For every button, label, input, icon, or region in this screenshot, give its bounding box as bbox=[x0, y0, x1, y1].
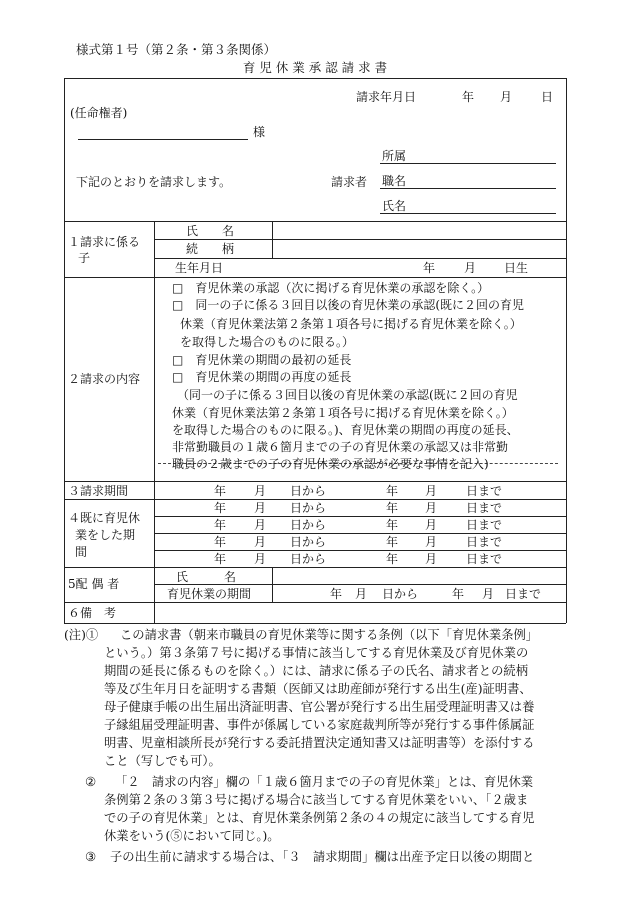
row-month-start: 月 bbox=[254, 501, 267, 515]
section3-label: ３請求期間 bbox=[68, 484, 129, 498]
note3-marker: ③ bbox=[85, 850, 97, 864]
birthdate-day: 日生 bbox=[504, 261, 529, 275]
row-month-end: 月 bbox=[425, 501, 438, 515]
appointer-underline bbox=[78, 139, 248, 140]
spouse-from: 日から bbox=[382, 587, 419, 601]
spouse-month: 月 bbox=[355, 587, 368, 601]
note3-line: 子の出生前に請求する場合は、「３ 請求期間」欄は出産予定日以後の期間と bbox=[110, 850, 535, 864]
request-date-day: 日 bbox=[541, 90, 554, 104]
row-from: 日から bbox=[290, 552, 327, 566]
spouse-until: 日まで bbox=[505, 587, 542, 601]
row-year-start: 年 bbox=[214, 552, 227, 566]
affiliation-underline bbox=[380, 163, 556, 164]
note2-line: 「２ 請求の内容」欄の「１歳６箇月までの子の育児休業」とは、育児休業 bbox=[115, 775, 534, 789]
child-name-label: 氏 名 bbox=[186, 224, 235, 238]
requester-name-label: 氏名 bbox=[382, 199, 407, 213]
section2-text-line: 非常勤職員の１歳６箇月までの子の育児休業の承認又は非常勤 bbox=[172, 440, 509, 454]
document-title: 育 児 休 業 承 認 請 求 書 bbox=[242, 60, 388, 75]
birthdate-year: 年 bbox=[423, 261, 436, 275]
spouse-period-label: 育児休業の期間 bbox=[167, 587, 252, 601]
section1-label: １請求に係る bbox=[68, 235, 141, 249]
note1-line: 等及び生年月日を証明する書類（医師又は助産師が発行する出生(産)証明書、 bbox=[104, 682, 532, 696]
period-year: 年 bbox=[214, 484, 227, 498]
spouse-year: 年 bbox=[330, 587, 343, 601]
request-date-label: 請求年月日 bbox=[356, 90, 417, 104]
row-from: 日から bbox=[290, 518, 327, 532]
section2-text-line: 休業（育児休業法第２条第１項各号に掲げる育児休業を除く。） bbox=[172, 406, 514, 420]
checkbox-approval[interactable]: □ 育児休業の承認（次に掲げる育児休業の承認を除く。） bbox=[172, 281, 490, 295]
note1-line: 期間の延長に係るものを除く。）には、請求に係る子の氏名、請求者との続柄 bbox=[104, 664, 528, 678]
row-year-end: 年 bbox=[386, 535, 399, 549]
section5-label: 5配 偶 者 bbox=[68, 577, 120, 591]
note2-line: 休業をいう(⑤において同じ。)。 bbox=[104, 829, 280, 843]
note2-line: での子の育児休業」とは、育児休業条例第２条の４の規定に該当してする育児 bbox=[104, 811, 535, 825]
period-from: 日から bbox=[290, 484, 327, 498]
form-number: 様式第１号（第２条・第３条関係） bbox=[76, 42, 277, 57]
note1-line: という。）第３条第７号に掲げる事情に該当してする育児休業及び育児休業の bbox=[104, 646, 529, 660]
section2-text-line: を取得した場合のものに限る。)、育児休業の期間の再度の延長、 bbox=[172, 423, 519, 437]
spouse-name-label: 氏 名 bbox=[176, 570, 237, 584]
section2-text-line: （同一の子に係る３回目以後の育児休業の承認(既に２回の育児 bbox=[177, 388, 518, 402]
position-label: 職名 bbox=[382, 174, 407, 188]
request-date-month: 月 bbox=[500, 90, 513, 104]
row-until: 日まで bbox=[466, 518, 503, 532]
affiliation-label: 所属 bbox=[382, 149, 407, 163]
note1-marker: (注)① bbox=[64, 628, 99, 642]
row-year-end: 年 bbox=[386, 518, 399, 532]
period-year: 年 bbox=[386, 484, 399, 498]
appointer-honorific: 様 bbox=[253, 125, 266, 139]
section6-label: ６備 考 bbox=[68, 606, 117, 620]
period-month: 月 bbox=[425, 484, 438, 498]
section1-label-line2: 子 bbox=[78, 251, 91, 265]
row-until: 日まで bbox=[466, 552, 503, 566]
row-until: 日まで bbox=[466, 501, 503, 515]
request-statement: 下記のとおりを請求します。 bbox=[76, 175, 232, 189]
checkbox-first-extension[interactable]: □ 育児休業の期間の最初の延長 bbox=[172, 353, 352, 367]
note1-line: 子縁組届受理証明書、事件が係属している家庭裁判所等が発行する事件係属証 bbox=[104, 718, 535, 732]
appointer-label: (任命権者) bbox=[70, 106, 128, 120]
request-date-year: 年 bbox=[462, 90, 475, 104]
row-year-end: 年 bbox=[386, 552, 399, 566]
row-month-end: 月 bbox=[425, 535, 438, 549]
row-from: 日から bbox=[290, 501, 327, 515]
note1-line: この請求書（朝来市職員の育児休業等に関する条例（以下「育児休業条例」 bbox=[120, 628, 539, 642]
child-relation-label: 続 柄 bbox=[186, 242, 235, 256]
section2-text-line: 休業（育児休業法第２条第１項各号に掲げる育児休業を除く。） bbox=[180, 317, 522, 331]
requester-label: 請求者 bbox=[331, 175, 368, 189]
row-year-start: 年 bbox=[214, 535, 227, 549]
section2-text-line: 職員の２歳までの子の育児休業の承認が必要な事情を記入) bbox=[172, 457, 489, 471]
section2-label: ２請求の内容 bbox=[68, 372, 141, 386]
spouse-year: 年 bbox=[452, 587, 465, 601]
row-month-start: 月 bbox=[254, 535, 267, 549]
note1-line: こと（写しでも可）。 bbox=[104, 754, 221, 768]
checkbox-third-approval[interactable]: □ 同一の子に係る３回目以後の育児休業の承認(既に２回の育児 bbox=[172, 298, 525, 312]
birthdate-month: 月 bbox=[464, 261, 477, 275]
period-until: 日まで bbox=[466, 484, 503, 498]
checkbox-second-extension[interactable]: □ 育児休業の期間の再度の延長 bbox=[172, 370, 352, 384]
row-month-start: 月 bbox=[254, 518, 267, 532]
section4-label-line3: 間 bbox=[75, 545, 88, 559]
row-from: 日から bbox=[290, 535, 327, 549]
row-month-end: 月 bbox=[425, 518, 438, 532]
note2-marker: ② bbox=[85, 775, 97, 789]
section4-label-line2: 業をした期 bbox=[75, 528, 136, 542]
period-month: 月 bbox=[254, 484, 267, 498]
row-month-start: 月 bbox=[254, 552, 267, 566]
section2-text-line: を取得した場合のものに限る。） bbox=[180, 335, 355, 349]
child-birthdate-label: 生年月日 bbox=[175, 261, 224, 275]
row-month-end: 月 bbox=[425, 552, 438, 566]
row-until: 日まで bbox=[466, 535, 503, 549]
position-underline bbox=[380, 188, 556, 189]
note2-line: 条例第２条の３第３号に掲げる場合に該当してする育児休業をいい、「２歳ま bbox=[104, 793, 529, 807]
requester-name-underline bbox=[380, 213, 556, 214]
note1-line: 母子健康手帳の出生届出済証明書、官公署が発行する出生届受理証明書又は養 bbox=[104, 700, 535, 714]
note1-line: 明書、児童相談所長が発行する委託措置決定通知書又は証明書等）を添付する bbox=[104, 736, 535, 750]
spouse-month: 月 bbox=[482, 587, 495, 601]
row-year-start: 年 bbox=[214, 501, 227, 515]
row-year-start: 年 bbox=[214, 518, 227, 532]
section4-label: ４既に育児休 bbox=[68, 511, 141, 525]
row-year-end: 年 bbox=[386, 501, 399, 515]
